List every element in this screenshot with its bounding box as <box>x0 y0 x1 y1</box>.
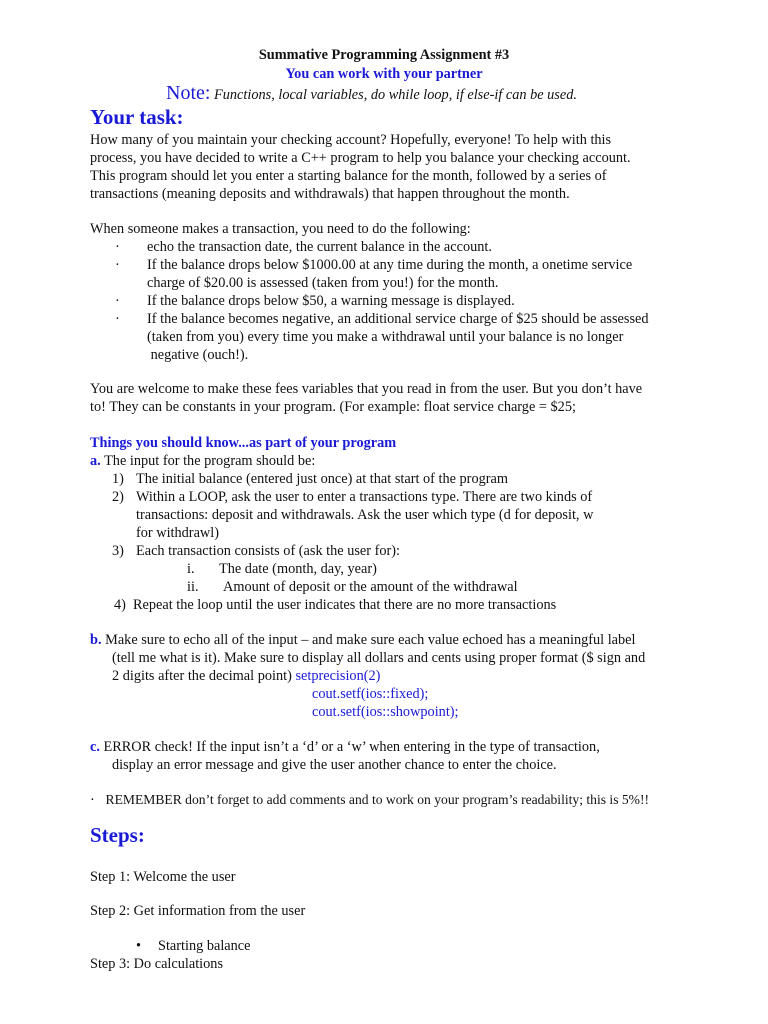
section-b-line <box>112 667 380 685</box>
section-b-text: Make sure to echo all of the input – and make sure each value echoed has a meaningful label <box>105 632 636 648</box>
fees-line: You are welcome to make these fees variables that you read in from the user. But you don’t have <box>90 381 643 397</box>
bullet-text: echo the transaction date, the current balance in the account. <box>147 239 492 255</box>
section-b <box>90 631 635 649</box>
intro-line: process, you have decided to write a C++ program to help you balance your checking account. <box>90 150 631 166</box>
note-line <box>166 84 577 104</box>
list-number: 1) <box>112 471 124 487</box>
bullet-mark: · <box>115 293 120 309</box>
list-item: Within a LOOP, ask the user to enter a transactions type. There are two kinds of <box>136 489 593 505</box>
section-b-text: 2 digits after the decimal point) <box>112 668 292 684</box>
fees-line: to! They can be constants in your program. (For example: float service charge = $25; <box>90 399 576 415</box>
intro-line: transactions (meaning deposits and withdrawals) that happen throughout the month. <box>90 186 570 202</box>
step-item: Step 2: Get information from the user <box>90 903 306 919</box>
code-snippet: cout.setf(ios::fixed); <box>312 686 429 702</box>
section-c-letter: c. <box>90 739 100 755</box>
task-heading: Your task: <box>90 105 184 129</box>
note-text: Functions, local variables, do while loop, if else-if can be used. <box>214 87 577 103</box>
list-item: Amount of deposit or the amount of the withdrawal <box>223 579 518 595</box>
step-bullet-text: Starting balance <box>158 938 251 954</box>
list-item: Repeat the loop until the user indicates that there are no more transactions <box>133 597 557 613</box>
bullet-text: charge of $20.00 is assessed (taken from you!) for the month. <box>147 275 499 291</box>
bullet-text: If the balance drops below $1000.00 at any time during the month, a onetime service <box>147 257 633 273</box>
section-a <box>90 452 315 470</box>
intro-line: How many of you maintain your checking account? Hopefully, everyone! To help with this <box>90 132 612 148</box>
list-item: The date (month, day, year) <box>219 561 377 577</box>
section-c-text: ERROR check! If the input isn’t a ‘d’ or a ‘w’ when entering in the type of transaction, <box>103 739 600 755</box>
steps-heading: Steps: <box>90 823 145 847</box>
list-item: transactions: deposit and withdrawals. Ask the user which type (d for deposit, w <box>136 507 594 523</box>
bullet-text: (taken from you) every time you make a withdrawal until your balance is no longer <box>147 329 624 345</box>
bullet-mark: · <box>115 311 120 327</box>
step-item: Step 1: Welcome the user <box>90 869 236 885</box>
section-c <box>90 738 600 756</box>
bullet-mark: · <box>90 792 95 808</box>
note-label: Note: <box>166 82 211 104</box>
step-item: Step 3: Do calculations <box>90 956 224 972</box>
list-number: ii. <box>187 579 199 595</box>
list-number: i. <box>187 561 195 577</box>
section-b-letter: b. <box>90 632 102 648</box>
section-a-text: The input for the program should be: <box>104 453 316 469</box>
remember-text: REMEMBER don’t forget to add comments and to work on your program’s readability; this is 5%!! <box>105 792 650 807</box>
bullet-mark: · <box>115 239 120 255</box>
remember-line <box>90 791 649 809</box>
section-a-letter: a. <box>90 453 101 469</box>
section-c-text: display an error message and give the user another chance to enter the choice. <box>112 757 557 773</box>
section-b-text: (tell me what is it). Make sure to display all dollars and cents using proper format ($ sign and <box>112 650 646 666</box>
intro-line: This program should let you enter a starting balance for the month, followed by a series of <box>90 168 607 184</box>
things-heading: Things you should know...as part of your program <box>90 435 397 451</box>
code-snippet: cout.setf(ios::showpoint); <box>312 704 459 720</box>
list-number: 2) <box>112 489 124 505</box>
transaction-intro: When someone makes a transaction, you need to do the following: <box>90 221 471 237</box>
list-number: 4) <box>114 597 126 613</box>
doc-subtitle: You can work with your partner <box>285 66 483 82</box>
bullet-text: If the balance becomes negative, an additional service charge of $25 should be assessed <box>147 311 649 327</box>
list-item: The initial balance (entered just once) at that start of the program <box>136 471 508 487</box>
list-item: for withdrawl) <box>136 525 219 541</box>
code-snippet: setprecision(2) <box>295 668 381 684</box>
bullet-mark: · <box>115 257 120 273</box>
bullet-text: If the balance drops below $50, a warning message is displayed. <box>147 293 515 309</box>
list-number: 3) <box>112 543 124 559</box>
bullet-text: negative (ouch!). <box>147 347 249 363</box>
bullet-mark: • <box>136 938 142 954</box>
doc-title: Summative Programming Assignment #3 <box>258 47 510 63</box>
list-item: Each transaction consists of (ask the user for): <box>136 543 401 559</box>
